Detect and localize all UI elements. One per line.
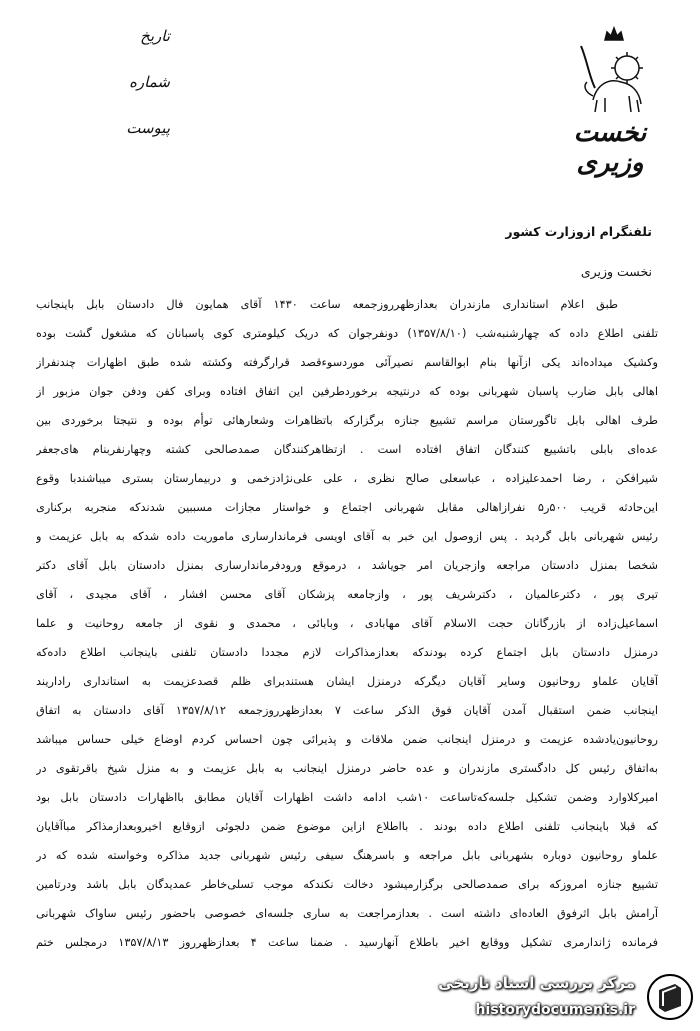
body-line: طبق اعلام استانداری مازندران بعدازظهرروزجمعه ساعت ۱۴۳۰ آقای همایون فال دادستان بابل باینجانب [36,298,618,311]
lion-and-sun-emblem-icon [575,26,653,118]
body-line: درمنزل دادستان بابل اجتماع کرده بودندکه بعدازمذاکرات لازم مجددا دادستان تلفنی باینجانب اطلاع داده‌که [36,646,658,659]
body-line: تشییع جنازه امروزکه برای صمدصالحی برگزارمیشود دخالت نکندکه موجب تسلی‌خاطر عمدیدگان بابل باشد ودرتامین [36,878,658,891]
office-title: نخست وزیری [573,118,647,178]
body-line: روحانیون‌یادشده عزیمت و درمنزل اینجانب ضمن ملاقات و پذیرائی چون احساس کردم اوضاع خیلی حساس میباشد [36,733,658,746]
body-line: اسماعیل‌زاده از بازرگانان حجت الاسلام آقای مهابادی ، وبابائی ، محمدی و نقوی از جامعه روحانیت و علما [36,617,658,630]
number-field-label: شماره [129,73,170,91]
body-line: طرف اهالی بابل تاگورستان مراسم تشییع جنازه برگزارکه باتظاهرات وشعارهائی توأم بوده و نتیجتا برخوردی بین [36,414,658,427]
body-line: اینجانب ضمن استقبال آمدن آقایان فوق الذکر ساعت ۷ بعدازظهرروزجمعه ۱۳۵۷/۸/۱۲ آقای دادستان به اتفاق [36,704,658,717]
document-heading: تلفنگرام ازوزارت کشور [505,224,652,239]
body-line: شخصا بمنزل دادستان مراجعه وازجریان امر جویاشد ، درموقع ورودفرماندارساری بمنزل دادستان بابل آقای دکتر [36,559,658,572]
body-line: عده‌ای بابلی باتشییع کنندگان اتفاق افتاده است . ازتظاهرکنندگان صمدصالحی کشته وچهارنفربنام های‌جعفر [36,443,658,456]
body-line: این‌حادثه قریب ۵۰۰ر۵ نفرازاهالی مقابل شهربانی اجتماع و خواستار مجازات مسببین شدندکه منجربه برکناری [36,501,658,514]
watermark-text: مرکز بررسی اسناد تاریخی [438,974,635,992]
body-line: فرمانده ژاندارمری تشکیل ووقایع اخیر باطلاع آنهارسید . ضمنا ساعت ۴ بعدازظهرروز ۱۳۵۷/۸/۱۳ درمجلس ختم [36,936,658,949]
body-line: اهالی بابل ضارب پاسبان شهربانی بوده که درنتیجه برخوردطرفین این اتفاق افتاده وبرای کفن ودفن جوان مزبور از [36,385,658,398]
body-line: تیری پور ، دکترعالمیان ، دکترشریف پور ، وازجامعه پزشکان آقای محسن افشار ، آقای مجیدی ، آقای [36,588,658,601]
attachment-field-label: پیوست [126,119,170,137]
watermark-url: historydocuments.ir [475,1002,635,1018]
body-line: وکشیک میداده‌اند یکی ازآنها بنام ابوالقاسم نصیرآئی موردسوءقصد قرارگرفته وکشته شده طبق اظهارات چندنفراز [36,356,658,369]
body-line: امیرکلاوارد وضمن تشکیل جلسه‌که‌تاساعت ۱۰شب ادامه داشت اظهارات آقایان مطابق بااظهارات دادستان بابل بود [36,791,658,804]
archive-logo-icon [645,972,695,1022]
letterhead-fields [100,28,170,166]
letter-body [36,290,658,957]
body-line: رئیس شهربانی بابل گردید . پس ازوصول این خبر به آقای اویسی فرماندارساری ماموریت داده شدکه به بابل عزیمت و [36,530,658,543]
body-line: علماو روحانیون دوباره بشهربانی بابل مراجعه و باسرهنگ سیفی رئیس شهربانی جدید مذاکره وخواسته شده که در [36,849,658,862]
body-line: تلفنی اطلاع داده که چهارشنبه‌شب (۱۳۵۷/۸/۱۰) دونفرجوان که دریک کیلومتری کوی پاسبانان که مشغول گشت بوده [36,327,658,340]
body-line: آرامش بابل اثرفوق العاده‌ای داشته است . بعدازمراجعت به ساری جلسه‌ای خصوصی باحضور رئیس ساواک شهربانی [36,907,658,920]
body-line: که قبلا باینجانب تلفنی اطلاع داده بودند . بااطلاع ازاین موضوع ضمن دلجوئی ازوقایع اخیروبعدازمذاکر مباآقایان [36,820,658,833]
date-field-label: تاریخ [140,27,170,45]
watermark [405,968,695,1026]
body-line: به‌اتفاق رئیس کل دادگستری مازندران و عده حاضر درمنزل اینجانب به بابل عزیمت و به منزل شیخ باقرتقوی در [36,762,658,775]
body-line: آقایان علماو روحانیون وسایر آقایان دیگرکه درمنزل ایشان هستندبرای ظلم قصدعزیمت به استانداری راداریند [36,675,658,688]
body-line: شیرافکن ، رضا احمدعلیزاده ، عباسعلی صالح نظری ، علی علی‌نژادزخمی و دربیمارستان بستری میباشندبا وقوع [36,472,658,485]
addressee: نخست وزیری [580,264,652,279]
